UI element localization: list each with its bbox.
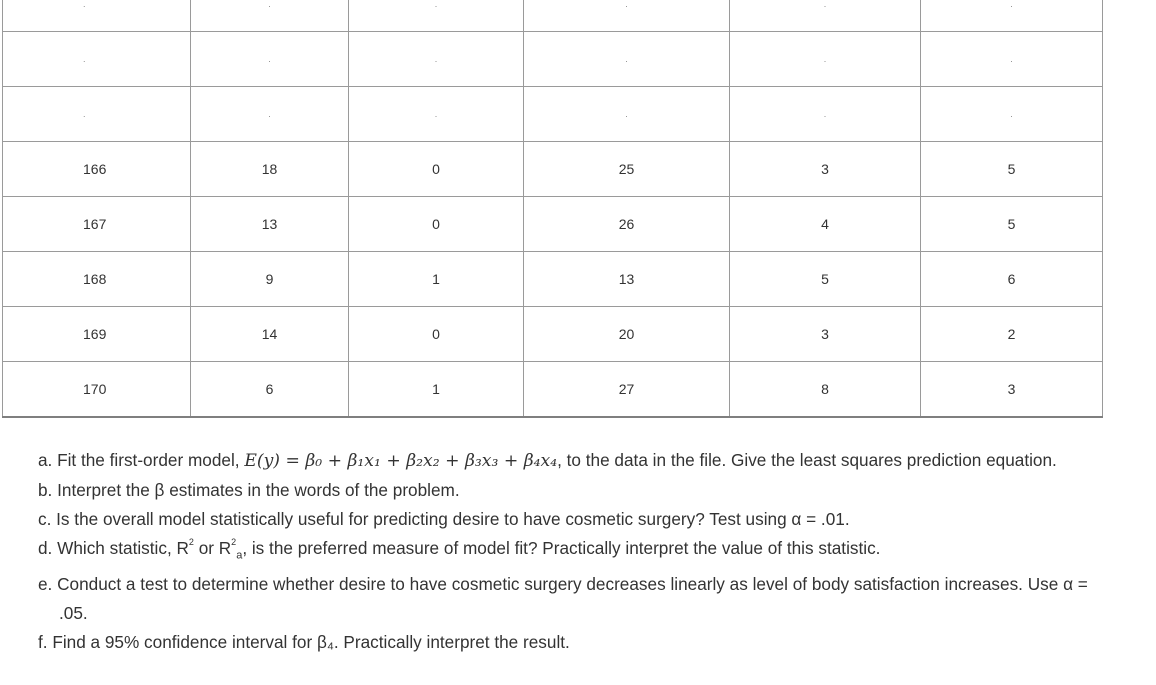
table-cell: .	[524, 32, 730, 87]
table-row	[3, 0, 1103, 32]
table-row	[3, 32, 1103, 87]
table-cell: 3	[921, 362, 1103, 418]
table-cell: 1	[349, 362, 524, 418]
question-f: f. Find a 95% confidence interval for β₄. Practically interpret the result.	[38, 632, 570, 653]
table-cell: .	[191, 32, 349, 87]
table-cell: 167	[3, 197, 191, 252]
table-row	[3, 197, 1103, 252]
table-cell: 4	[730, 197, 921, 252]
question-b: b. Interpret the β estimates in the words of the problem.	[38, 480, 460, 500]
table-cell: 13	[524, 252, 730, 307]
table-cell: .	[3, 32, 191, 87]
table-cell: 14	[191, 307, 349, 362]
question-e: e. Conduct a test to determine whether desire to have cosmetic surgery decreases linearly as level of body satisfaction increases. Use α = .05.	[38, 574, 1088, 624]
table-cell: .	[349, 32, 524, 87]
table-cell: 168	[3, 252, 191, 307]
table-cell: .	[921, 0, 1103, 32]
table-cell: 5	[730, 252, 921, 307]
table-cell: 170	[3, 362, 191, 418]
table-cell: 5	[921, 197, 1103, 252]
table-cell: 13	[191, 197, 349, 252]
table-cell: 1	[349, 252, 524, 307]
table-cell: .	[191, 0, 349, 32]
data-table	[2, 0, 1103, 418]
table-cell: .	[730, 32, 921, 87]
table-cell: .	[524, 87, 730, 142]
table-cell: 0	[349, 307, 524, 362]
question-d: d. Which statistic, $R^2$ or $R^2_a$, is the preferred measure of model fit? Practically interpret the value of this statistic.	[38, 537, 881, 562]
table-cell: .	[3, 87, 191, 142]
question-c: c. Is the overall model statistically useful for predicting desire to have cosmetic surgery? Test using α = .01.	[38, 509, 850, 529]
table-cell: 3	[730, 307, 921, 362]
table-cell: 3	[730, 142, 921, 197]
table-cell: 5	[921, 142, 1103, 197]
table-row	[3, 252, 1103, 307]
table-cell: 6	[191, 362, 349, 418]
table-cell: .	[3, 0, 191, 32]
table-row	[3, 362, 1103, 418]
table-cell: 26	[524, 197, 730, 252]
table-cell: .	[191, 87, 349, 142]
table-cell: 27	[524, 362, 730, 418]
table-cell: 0	[349, 142, 524, 197]
table-cell: .	[730, 87, 921, 142]
question-list	[38, 446, 1118, 657]
table-cell: 166	[3, 142, 191, 197]
table-row	[3, 87, 1103, 142]
table-cell: 169	[3, 307, 191, 362]
table-cell: 25	[524, 142, 730, 197]
table-cell: .	[730, 0, 921, 32]
table-cell: 2	[921, 307, 1103, 362]
table-cell: .	[921, 87, 1103, 142]
table-cell: 8	[730, 362, 921, 418]
table-cell: 20	[524, 307, 730, 362]
table-cell: .	[349, 87, 524, 142]
model-formula: E(y) = β₀ + β₁x₁ + β₂x₂ + β₃x₃ + β₄x₄	[244, 451, 558, 471]
table-cell: 0	[349, 197, 524, 252]
table-cell: 6	[921, 252, 1103, 307]
table-cell: 18	[191, 142, 349, 197]
question-a: a. Fit the first-order model, E(y) = β₀ + β₁x₁ + β₂x₂ + β₃x₃ + β₄x₄, to the data in the file. Give the least squares prediction equation.	[38, 450, 1057, 471]
table-cell: .	[349, 0, 524, 32]
table-cell: 9	[191, 252, 349, 307]
table-row	[3, 307, 1103, 362]
table-row	[3, 142, 1103, 197]
table-cell: .	[524, 0, 730, 32]
table-cell: .	[921, 32, 1103, 87]
